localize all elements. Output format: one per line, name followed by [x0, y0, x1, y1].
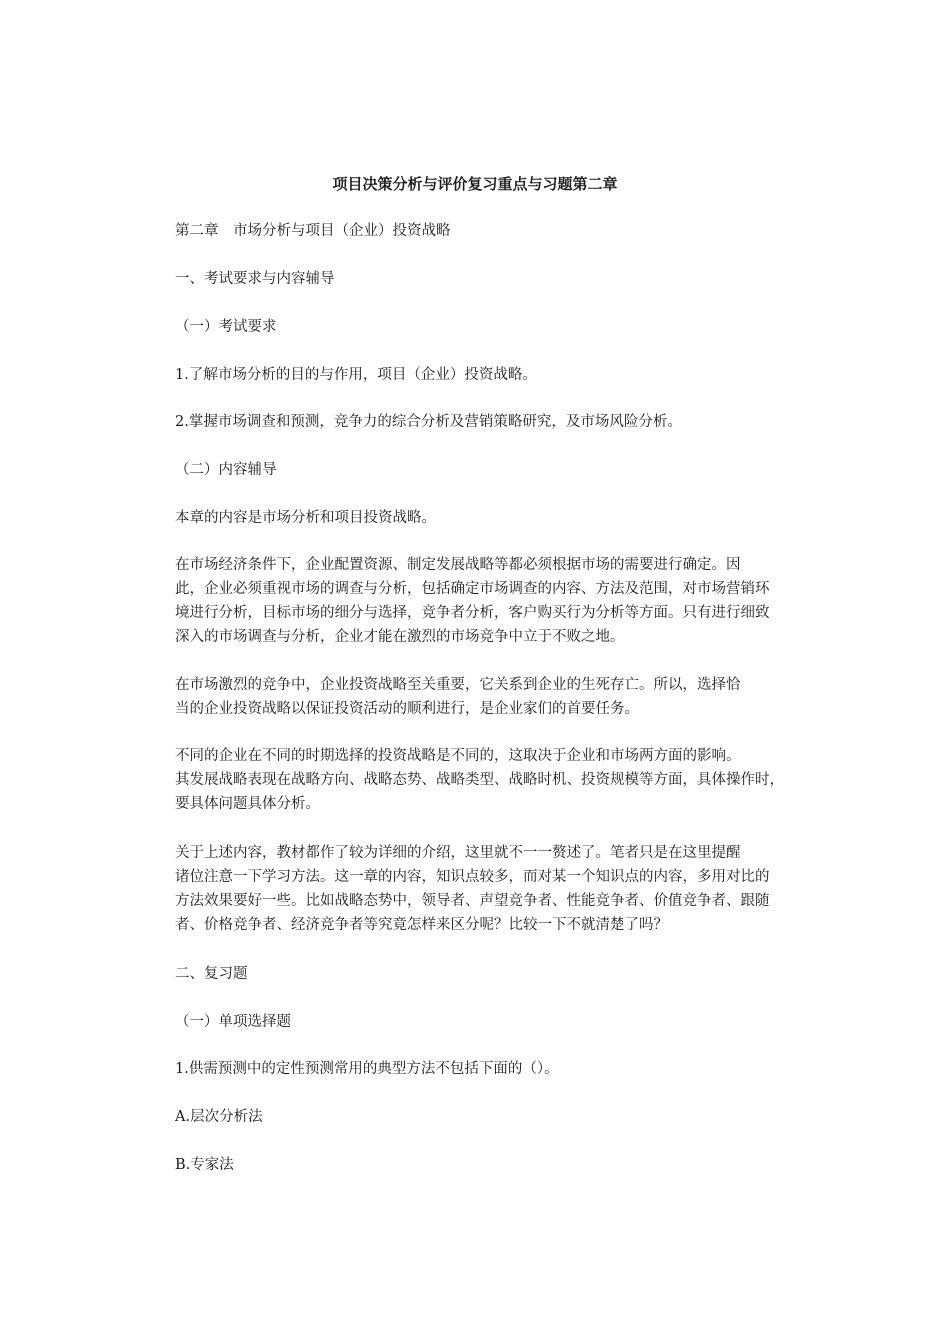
- paragraph-line: 关于上述内容，教材都作了较为详细的介绍，这里就不一一赘述了。笔者只是在这里提醒: [175, 845, 741, 861]
- subsection-heading-content: （二）内容辅导: [175, 462, 277, 478]
- paragraph-investment-strategy: [175, 673, 775, 721]
- option-b: B.专家法: [175, 1157, 234, 1173]
- requirement-item-1: 1.了解市场分析的目的与作用，项目（企业）投资战略。: [175, 367, 537, 383]
- paragraph-study-method: [175, 841, 775, 937]
- subsection-heading-single-choice: （一）单项选择题: [175, 1014, 291, 1030]
- requirement-item-2: 2.掌握市场调查和预测，竞争力的综合分析及营销策略研究，及市场风险分析。: [175, 414, 682, 430]
- question-1: 1.供需预测中的定性预测常用的典型方法不包括下面的（）。: [175, 1061, 559, 1077]
- paragraph-line: 诸位注意一下学习方法。这一章的内容，知识点较多，而对某一个知识点的内容，多用对比的: [175, 869, 770, 885]
- paragraph-line: 不同的企业在不同的时期选择的投资战略是不同的，这取决于企业和市场两方面的影响。: [175, 748, 741, 764]
- subsection-heading-requirements: （一）考试要求: [175, 319, 277, 335]
- paragraph-line: 要具体问题具体分析。: [175, 796, 320, 812]
- paragraph-line: 在市场激烈的竞争中，企业投资战略至关重要，它关系到企业的生死存亡。所以，选择恰: [175, 677, 741, 693]
- paragraph-line: 深入的市场调查与分析，企业才能在激烈的市场竞争中立于不败之地。: [175, 629, 625, 645]
- paragraph-line: 境进行分析，目标市场的细分与选择，竞争者分析，客户购买行为分析等方面。只有进行细致: [175, 605, 770, 621]
- paragraph-line: 者、价格竞争者、经济竞争者等究竟怎样来区分呢？比较一下不就清楚了吗？: [175, 917, 668, 933]
- intro-paragraph: 本章的内容是市场分析和项目投资战略。: [175, 510, 436, 526]
- document-title: 项目决策分析与评价复习重点与习题第二章: [332, 175, 618, 193]
- chapter-heading: 第二章 市场分析与项目（企业）投资战略: [175, 223, 451, 239]
- paragraph-market-economy: [175, 553, 775, 649]
- paragraph-line: 方法效果要好一些。比如战略态势中，领导者、声望竞争者、性能竞争者、价值竞争者、跟随: [175, 893, 770, 909]
- paragraph-line: 在市场经济条件下，企业配置资源、制定发展战略等都必须根据市场的需要进行确定。因: [175, 557, 741, 573]
- paragraph-line: 当的企业投资战略以保证投资活动的顺利进行，是企业家们的首要任务。: [175, 701, 639, 717]
- option-a: A.层次分析法: [175, 1109, 263, 1125]
- paragraph-different-strategies: [175, 744, 784, 816]
- paragraph-line: 其发展战略表现在战略方向、战略态势、战略类型、战略时机、投资规模等方面，具体操作时，: [175, 772, 784, 788]
- paragraph-line: 此，企业必须重视市场的调查与分析，包括确定市场调查的内容、方法及范围，对市场营销环: [175, 581, 770, 597]
- section-heading-exam: 一、考试要求与内容辅导: [175, 271, 335, 287]
- section-heading-review: 二、复习题: [175, 966, 248, 982]
